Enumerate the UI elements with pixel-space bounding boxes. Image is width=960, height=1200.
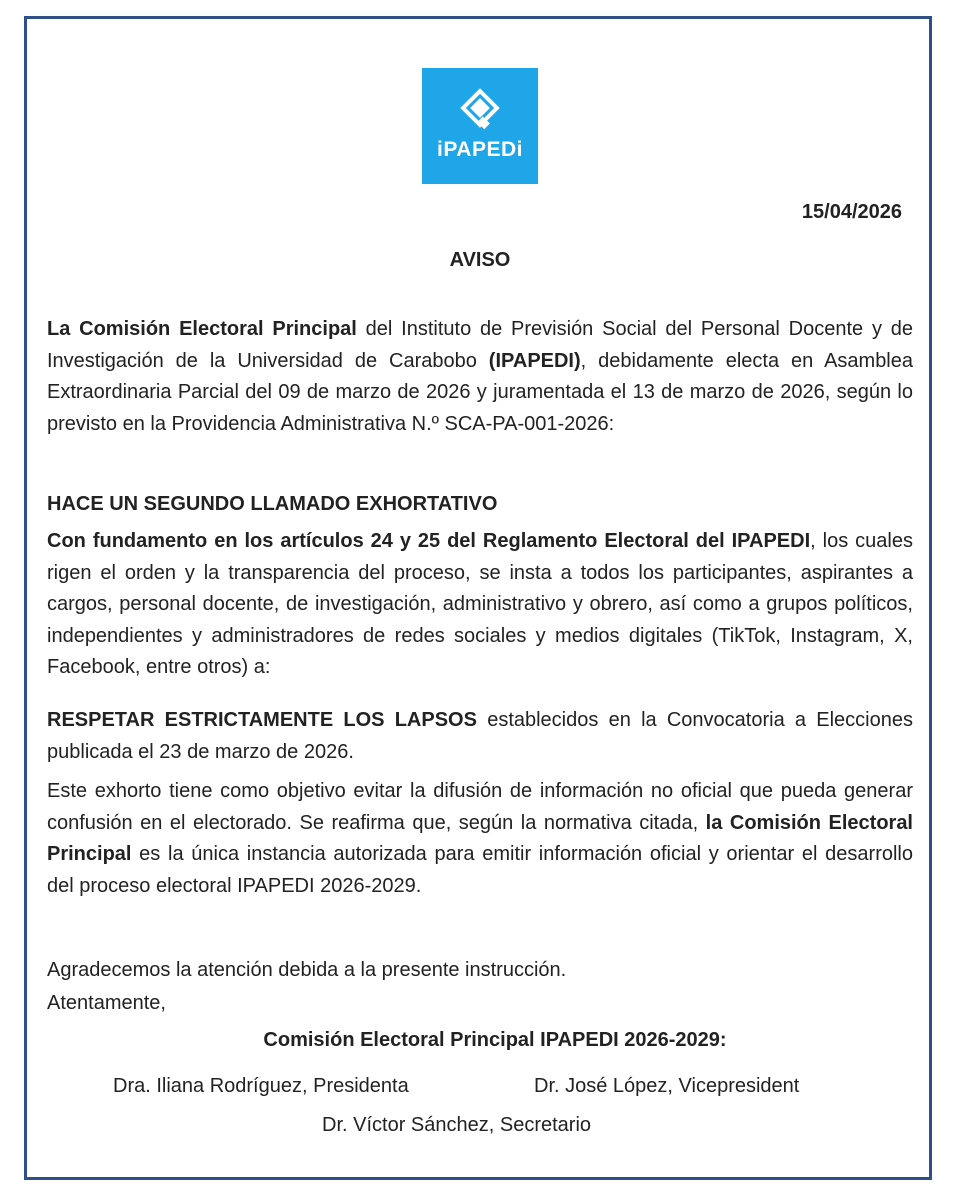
regards-text: Atentamente, xyxy=(47,992,166,1014)
ipapedi-logo xyxy=(422,68,538,184)
fundamento-bold: Con fundamento en los artículos 24 y 25 del Reglamento Electoral del IPAPEDI xyxy=(47,530,811,552)
respetar-text: establecidos en la Convocatoria a Elecciones publicada el 23 de marzo de 2026. xyxy=(47,709,913,763)
exhorto-bold: la Comisión Electoral Principal xyxy=(47,811,913,866)
intro-paragraph xyxy=(47,314,913,440)
exhorto-text-2: es la única instancia autorizada para emitir información oficial y orientar el desarrollo del proceso electoral IPAPEDI 2026-2029. xyxy=(47,843,913,897)
respetar-paragraph xyxy=(47,705,913,768)
intro-bold-commission: La Comisión Electoral Principal xyxy=(47,318,357,340)
signatures-title: Comisión Electoral Principal IPAPEDI 2026-2029: xyxy=(263,1029,727,1051)
thanks-text: Agradecemos la atención debida a la presente instrucción. xyxy=(47,959,567,981)
ipapedi-logo-icon xyxy=(422,68,538,184)
exhorto-text-1: Este exhorto tiene como objetivo evitar la difusión de información no oficial que pueda generar confusión en el electorado. Se reafirma que, según la normativa citada, xyxy=(47,780,913,834)
intro-bold-ipapedi: (IPAPEDI) xyxy=(488,349,581,372)
section-heading: HACE UN SEGUNDO LLAMADO EXHORTATIVO xyxy=(47,493,498,515)
document-title: AVISO xyxy=(449,249,511,271)
fundamento-text: , los cuales rigen el orden y la transparencia del proceso, se insta a todos los participantes, aspirantes a cargos, personal docente, de investigación, administrativo y obrero, así como a grupos políticos, independientes y administradores de redes sociales y medios digitales (TikTok, Instagram, X, Facebook, entre otros) a: xyxy=(47,530,913,679)
logo-wordmark: iPAPEDi xyxy=(437,138,523,161)
signature-vicepresident: Dr. José López, Vicepresident xyxy=(534,1075,800,1097)
signature-secretary: Dr. Víctor Sánchez, Secretario xyxy=(322,1114,592,1136)
exhorto-paragraph xyxy=(47,776,913,902)
intro-text-1: del Instituto de Previsión Social del Personal Docente y de Investigación de la Universidad de Carabobo xyxy=(47,318,914,372)
respetar-bold: RESPETAR ESTRICTAMENTE LOS LAPSOS xyxy=(47,709,477,731)
intro-text-2: , debidamente electa en Asamblea Extraordinaria Parcial del 09 de marzo de 2026 y juramentada el 13 de marzo de 2026, según lo previsto en la Providencia Administrativa N.º SCA-PA-001-2026: xyxy=(47,349,913,435)
document-date: 15/04/2026 xyxy=(801,201,902,223)
fundamento-paragraph xyxy=(47,526,913,684)
signature-president: Dra. Iliana Rodríguez, Presidenta xyxy=(113,1075,409,1097)
